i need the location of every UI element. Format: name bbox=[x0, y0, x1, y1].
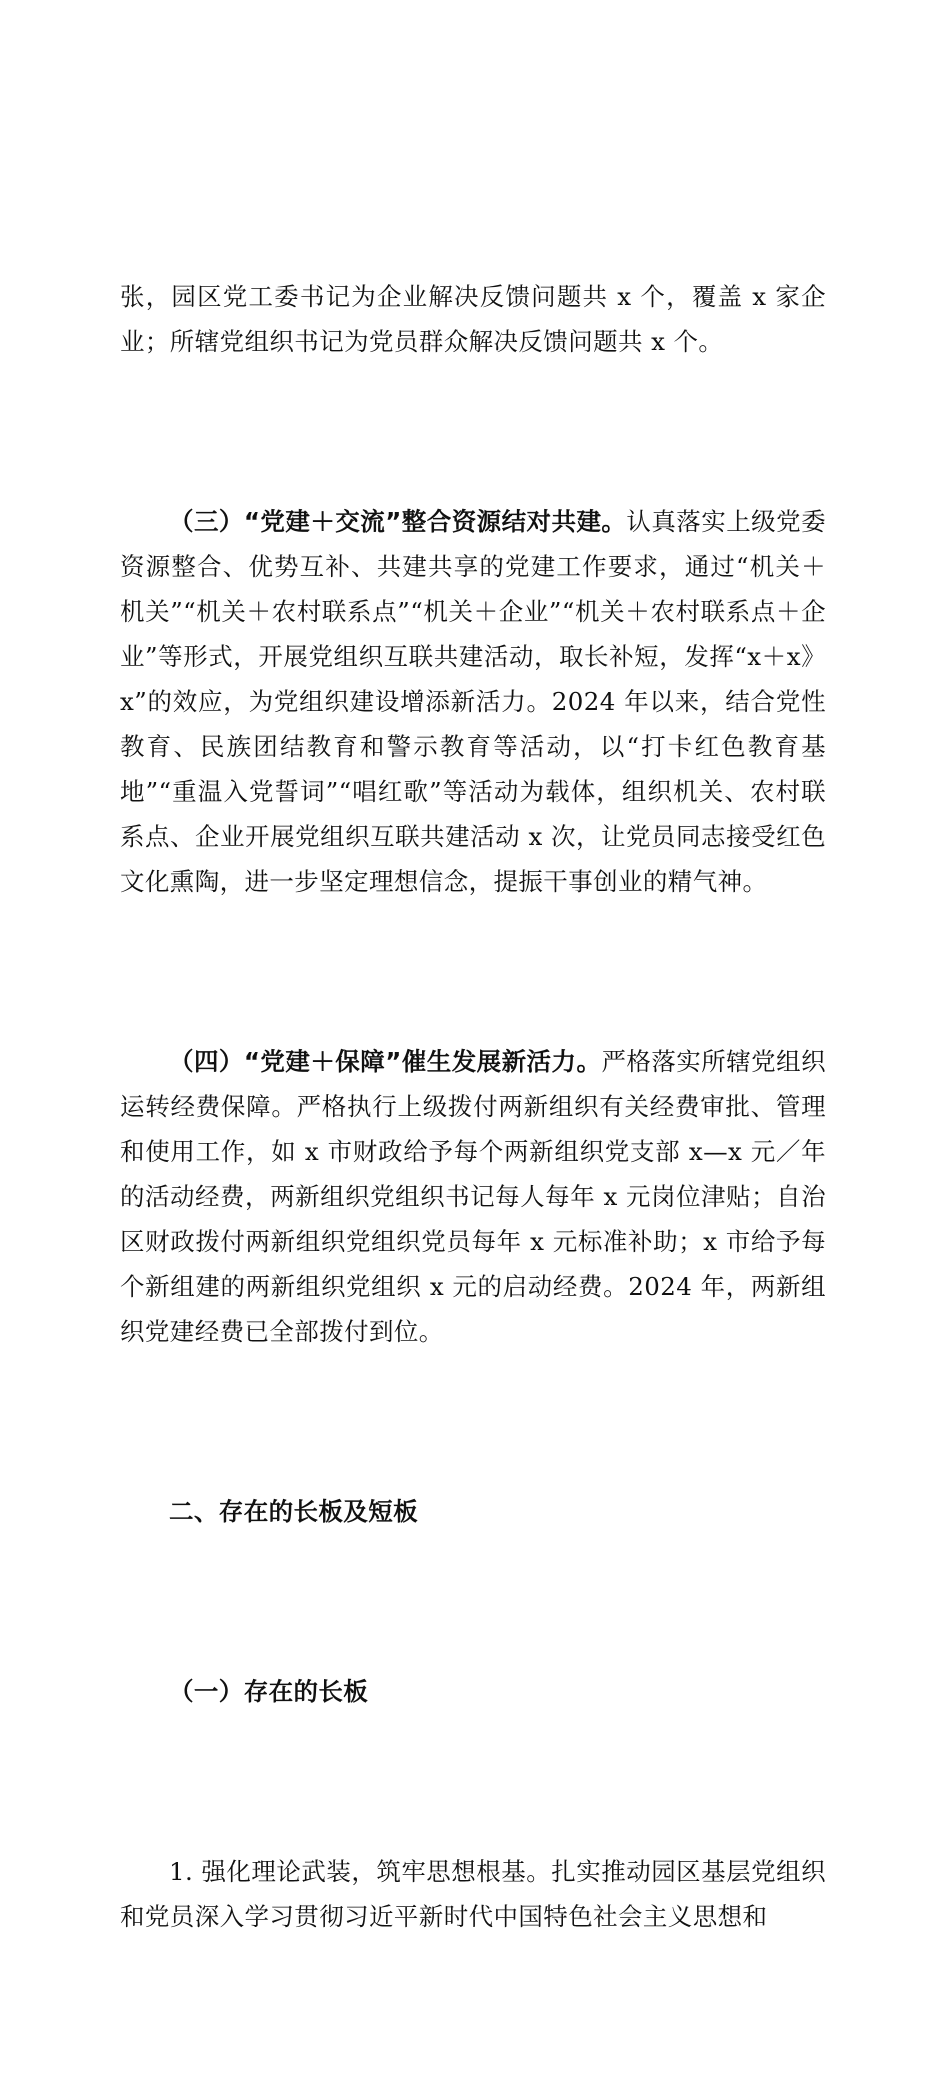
paragraph-title: （三）“党建＋交流”整合资源结对共建。 bbox=[169, 507, 627, 536]
paragraph-title: （四）“党建＋保障”催生发展新活力。 bbox=[169, 1047, 602, 1076]
section-heading: 二、存在的长板及短板 bbox=[169, 1497, 418, 1526]
paragraph-continuation bbox=[120, 274, 826, 364]
paragraph-body: 扎实推动园区基层党组织和党员深入学习贯彻习近平新时代中国特色社会主义思想和 bbox=[120, 1857, 826, 1931]
paragraph-body: 认真落实上级党委资源整合、优势互补、共建共享的党建工作要求，通过“机关＋机关”“机关＋农村联系点”“机关＋企业”“机关＋农村联系点＋企业”等形式，开展党组织互联共建活动，取长补短，发挥“x＋x》x”的效应，为党组织建设增添新活力。2024 年以来，结合党性教育、民族团结教育和警示教育等活动，以“打卡红色教育基地”“重温入党誓词”“唱红歌”等活动为载体，组织机关、农村联系点、企业开展党组织互联共建活动 x 次，让党员同志接受红色文化熏陶，进一步坚定理想信念，提振干事创业的精气神。 bbox=[120, 507, 826, 896]
paragraph-party-building-guarantee bbox=[120, 1039, 826, 1354]
paragraph-party-building-exchange bbox=[120, 499, 826, 904]
subsection-heading: （一）存在的长板 bbox=[169, 1677, 369, 1706]
paragraph-continuation-text: 张，园区党工委书记为企业解决反馈问题共 x 个，覆盖 x 家企业；所辖党组织书记为党员群众解决反馈问题共 x 个。 bbox=[120, 282, 826, 356]
paragraph-body: 严格落实所辖党组织运转经费保障。严格执行上级拨付两新组织有关经费审批、管理和使用工作，如 x 市财政给予每个两新组织党支部 x—x 元／年的活动经费，两新组织党组织书记每人每年 x 元岗位津贴；自治区财政拨付两新组织党组织党员每年 x 元标准补助；x 市给予每个新组建的两新组织党组织 x 元的启动经费。2024 年，两新组织党建经费已全部拨付到位。 bbox=[120, 1047, 826, 1346]
paragraph-theory-arming bbox=[120, 1849, 826, 1939]
document-body bbox=[120, 139, 826, 2074]
paragraph-title: 1. 强化理论武装，筑牢思想根基。 bbox=[169, 1857, 552, 1886]
